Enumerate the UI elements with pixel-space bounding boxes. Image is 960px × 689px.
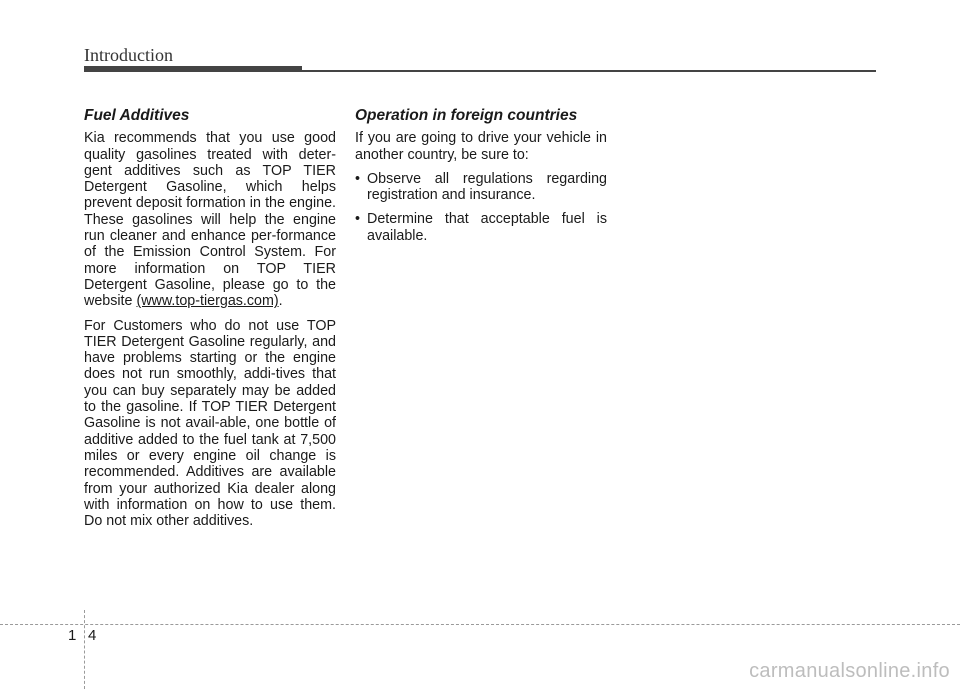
chapter-number: 1 [68,627,77,644]
footer-dashed-rule [0,624,960,625]
paragraph-1-text: Kia recommends that you use good quality gasolines treated with deter-gent additives such as TOP TIER Detergent Gasoline, which helps prevent deposit formation in the engine. These gasolines will help the engine run cleaner and enhance per-formance of the Emission Control System. For more information on TOP TIER Detergent Gasoline, please go to the website [84,130,336,310]
footer-vertical-dashed-rule [84,610,85,689]
page-header-title: Introduction [84,45,173,65]
fuel-additives-heading: Fuel Additives [84,107,190,124]
header-rule-thick [84,66,302,72]
paragraph-1-end: . [278,293,283,310]
page-number: 4 [88,627,97,644]
watermark: carmanualsonline.info [749,660,950,682]
right-column [355,108,607,252]
foreign-countries-bullet-list [355,171,607,244]
bullet-item-registration: • Observe all regulations regarding registration and insurance. [355,171,607,204]
foreign-countries-intro: If you are going to drive your vehicle in another country, be sure to: [355,130,607,163]
bullet-item-fuel: • Determine that acceptable fuel is available. [355,211,607,244]
header-rule-thin [302,70,876,72]
toptier-website-link[interactable]: (www.top-tiergas.com) [136,293,279,310]
fuel-additives-paragraph-1 [84,130,336,309]
foreign-countries-heading: Operation in foreign countries [355,107,578,124]
fuel-additives-paragraph-2: For Customers who do not use TOP TIER Detergent Gasoline regularly, and have problems starting or the engine does not run smoothly, addi-tives that you can buy separately may be added to the gasoline. If TOP TIER Detergent Gasoline is not avail-able, one bottle of additive added to the fuel tank at 7,500 miles or every engine oil change is recommended. Additives are available from your authorized Kia dealer along with information on how to use them. Do not mix other additives. [84,317,336,530]
left-column [84,108,336,537]
